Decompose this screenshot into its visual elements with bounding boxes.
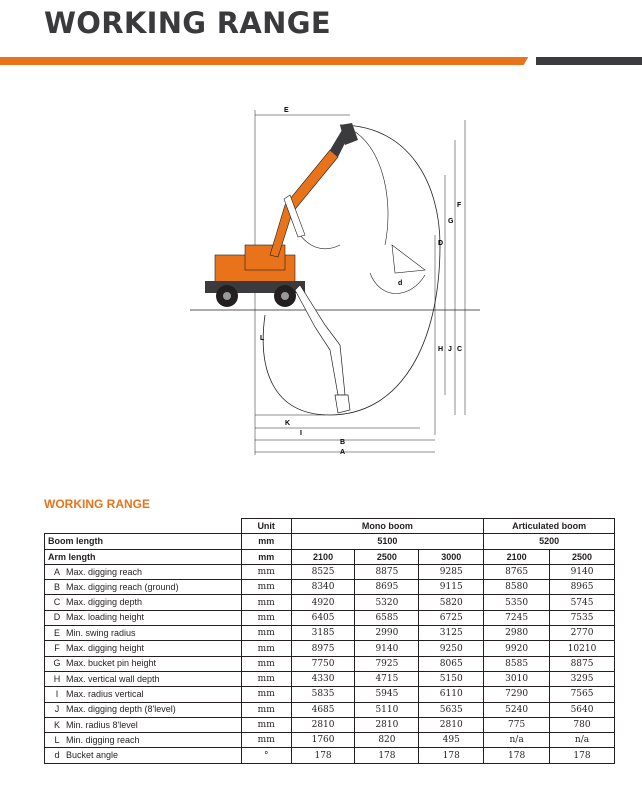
value-cell: 7925 xyxy=(355,656,419,671)
value-cell: 7750 xyxy=(291,656,355,671)
unit-cell: mm xyxy=(241,626,291,641)
value-cell: 6110 xyxy=(419,687,484,702)
value-cell: 4920 xyxy=(291,595,355,610)
arm-length-value: 3000 xyxy=(419,549,484,564)
table-row xyxy=(45,717,615,732)
parameter-cell xyxy=(45,717,242,732)
unit-cell: mm xyxy=(241,702,291,717)
table-row xyxy=(45,641,615,656)
parameter-code: I xyxy=(55,688,59,699)
value-cell: 4715 xyxy=(355,671,419,686)
svg-text:J: J xyxy=(448,346,452,353)
parameter-code: D xyxy=(53,612,61,623)
parameter-code: H xyxy=(53,673,61,684)
value-cell: 5640 xyxy=(550,702,615,717)
svg-text:B: B xyxy=(340,439,346,446)
table-row xyxy=(45,748,615,763)
articulated-boom-header: Articulated boom xyxy=(484,519,615,534)
parameter-cell xyxy=(45,656,242,671)
value-cell: 3185 xyxy=(291,626,355,641)
page-title: WORKING RANGE xyxy=(44,6,331,40)
parameter-label: Max. bucket pin height xyxy=(66,658,157,669)
parameter-cell xyxy=(45,580,242,595)
value-cell: 10210 xyxy=(550,641,615,656)
table-row xyxy=(45,626,615,641)
value-cell: 2990 xyxy=(355,626,419,641)
table-row xyxy=(45,687,615,702)
parameter-code: C xyxy=(53,597,61,608)
parameter-code: G xyxy=(53,658,61,669)
value-cell: 2810 xyxy=(291,717,355,732)
value-cell: 6405 xyxy=(291,610,355,625)
value-cell: 775 xyxy=(484,717,550,732)
unit-cell: mm xyxy=(241,687,291,702)
value-cell: 495 xyxy=(419,733,484,748)
working-range-table xyxy=(44,518,615,764)
value-cell: 2770 xyxy=(550,626,615,641)
value-cell: 5320 xyxy=(355,595,419,610)
value-cell: 2980 xyxy=(484,626,550,641)
unit-header: Unit xyxy=(241,519,291,534)
parameter-code: L xyxy=(54,734,60,745)
parameter-code: d xyxy=(54,750,60,761)
parameter-code: B xyxy=(53,581,60,592)
boom-length-articulated: 5200 xyxy=(484,534,615,549)
unit-cell: mm xyxy=(241,610,291,625)
unit-cell: mm xyxy=(241,733,291,748)
value-cell: 4330 xyxy=(291,671,355,686)
table-row xyxy=(45,671,615,686)
parameter-code: J xyxy=(54,704,60,715)
boom-length-mono: 5100 xyxy=(291,534,484,549)
value-cell: 9115 xyxy=(419,580,484,595)
value-cell: 5835 xyxy=(291,687,355,702)
value-cell: 5150 xyxy=(419,671,484,686)
unit-cell: mm xyxy=(241,595,291,610)
value-cell: 3010 xyxy=(484,671,550,686)
parameter-label: Min. radius 8'level xyxy=(66,719,138,730)
value-cell: 178 xyxy=(355,748,419,763)
arm-length-row xyxy=(45,549,615,564)
table-header-row xyxy=(45,519,615,534)
parameter-label: Max. digging depth xyxy=(66,597,143,608)
parameter-label: Max. digging height xyxy=(66,643,145,654)
table-row xyxy=(45,595,615,610)
parameter-code: E xyxy=(53,627,60,638)
parameter-label: Max. digging reach xyxy=(66,566,143,577)
value-cell: 9285 xyxy=(419,564,484,579)
parameter-cell xyxy=(45,702,242,717)
parameter-code: K xyxy=(53,719,60,730)
parameter-cell xyxy=(45,564,242,579)
value-cell: 8580 xyxy=(484,580,550,595)
svg-text:K: K xyxy=(285,420,291,427)
svg-text:L: L xyxy=(260,335,265,342)
value-cell: 5945 xyxy=(355,687,419,702)
value-cell: 8695 xyxy=(355,580,419,595)
svg-text:I: I xyxy=(300,430,302,437)
value-cell: 7290 xyxy=(484,687,550,702)
parameter-cell xyxy=(45,687,242,702)
parameter-cell xyxy=(45,748,242,763)
unit-cell: mm xyxy=(241,717,291,732)
arm-length-value: 2500 xyxy=(550,549,615,564)
value-cell: 8765 xyxy=(484,564,550,579)
value-cell: 7245 xyxy=(484,610,550,625)
svg-text:D: D xyxy=(438,240,444,247)
unit-cell: mm xyxy=(241,641,291,656)
parameter-label: Max. loading height xyxy=(66,612,145,623)
parameter-cell xyxy=(45,733,242,748)
svg-text:H: H xyxy=(438,346,444,353)
svg-text:d: d xyxy=(398,280,403,287)
value-cell: 6585 xyxy=(355,610,419,625)
parameter-cell xyxy=(45,610,242,625)
value-cell: 5820 xyxy=(419,595,484,610)
value-cell: 178 xyxy=(550,748,615,763)
value-cell: 5635 xyxy=(419,702,484,717)
value-cell: 6725 xyxy=(419,610,484,625)
arm-length-value: 2100 xyxy=(291,549,355,564)
value-cell: 7565 xyxy=(550,687,615,702)
table-row xyxy=(45,702,615,717)
value-cell: 9920 xyxy=(484,641,550,656)
unit-cell: mm xyxy=(241,656,291,671)
arm-length-unit: mm xyxy=(241,549,291,564)
value-cell: 8065 xyxy=(419,656,484,671)
unit-cell: mm xyxy=(241,580,291,595)
parameter-label: Max. vertical wall depth xyxy=(66,673,160,684)
parameter-label: Max. digging depth (8'level) xyxy=(66,704,176,715)
value-cell: 178 xyxy=(291,748,355,763)
parameter-label: Min. digging reach xyxy=(66,734,140,745)
svg-text:G: G xyxy=(448,218,454,225)
parameter-code: A xyxy=(53,566,60,577)
value-cell: 8965 xyxy=(550,580,615,595)
working-range-diagram xyxy=(180,95,490,465)
boom-length-label: Boom length xyxy=(45,534,242,549)
table-row xyxy=(45,656,615,671)
svg-text:E: E xyxy=(284,107,289,114)
value-cell: 5350 xyxy=(484,595,550,610)
table-row xyxy=(45,564,615,579)
parameter-cell xyxy=(45,671,242,686)
value-cell: 178 xyxy=(419,748,484,763)
value-cell: 5240 xyxy=(484,702,550,717)
value-cell: 178 xyxy=(484,748,550,763)
value-cell: 8975 xyxy=(291,641,355,656)
value-cell: 8875 xyxy=(550,656,615,671)
value-cell: 8525 xyxy=(291,564,355,579)
boom-length-row xyxy=(45,534,615,549)
parameter-label: Min. swing radius xyxy=(66,627,136,638)
parameter-cell xyxy=(45,595,242,610)
parameter-label: Bucket angle xyxy=(66,750,119,761)
arm-length-value: 2500 xyxy=(355,549,419,564)
value-cell: 820 xyxy=(355,733,419,748)
value-cell: 2810 xyxy=(355,717,419,732)
parameter-label: Max. digging reach (ground) xyxy=(66,581,179,592)
header xyxy=(0,0,642,58)
section-title: WORKING RANGE xyxy=(44,497,150,511)
orange-divider xyxy=(0,57,530,65)
parameter-code: F xyxy=(54,643,60,654)
value-cell: 9250 xyxy=(419,641,484,656)
value-cell: 4685 xyxy=(291,702,355,717)
value-cell: 2810 xyxy=(419,717,484,732)
mono-boom-header: Mono boom xyxy=(291,519,484,534)
unit-cell: ° xyxy=(241,748,291,763)
arm-length-value: 2100 xyxy=(484,549,550,564)
svg-text:A: A xyxy=(340,449,346,456)
arm-length-label: Arm length xyxy=(45,549,242,564)
value-cell: 780 xyxy=(550,717,615,732)
value-cell: 9140 xyxy=(550,564,615,579)
value-cell: 8340 xyxy=(291,580,355,595)
value-cell: 1760 xyxy=(291,733,355,748)
value-cell: 5110 xyxy=(355,702,419,717)
value-cell: n/a xyxy=(484,733,550,748)
value-cell: 8585 xyxy=(484,656,550,671)
value-cell: 3295 xyxy=(550,671,615,686)
parameter-cell xyxy=(45,641,242,656)
value-cell: 5745 xyxy=(550,595,615,610)
parameter-cell xyxy=(45,626,242,641)
table-row xyxy=(45,733,615,748)
value-cell: 9140 xyxy=(355,641,419,656)
value-cell: n/a xyxy=(550,733,615,748)
table-row xyxy=(45,580,615,595)
dark-divider xyxy=(536,57,642,65)
svg-text:C: C xyxy=(457,346,463,353)
value-cell: 7535 xyxy=(550,610,615,625)
parameter-label: Max. radius vertical xyxy=(66,688,144,699)
table-row xyxy=(45,610,615,625)
boom-length-unit: mm xyxy=(241,534,291,549)
svg-text:F: F xyxy=(457,202,462,209)
value-cell: 8875 xyxy=(355,564,419,579)
unit-cell: mm xyxy=(241,671,291,686)
unit-cell: mm xyxy=(241,564,291,579)
value-cell: 3125 xyxy=(419,626,484,641)
